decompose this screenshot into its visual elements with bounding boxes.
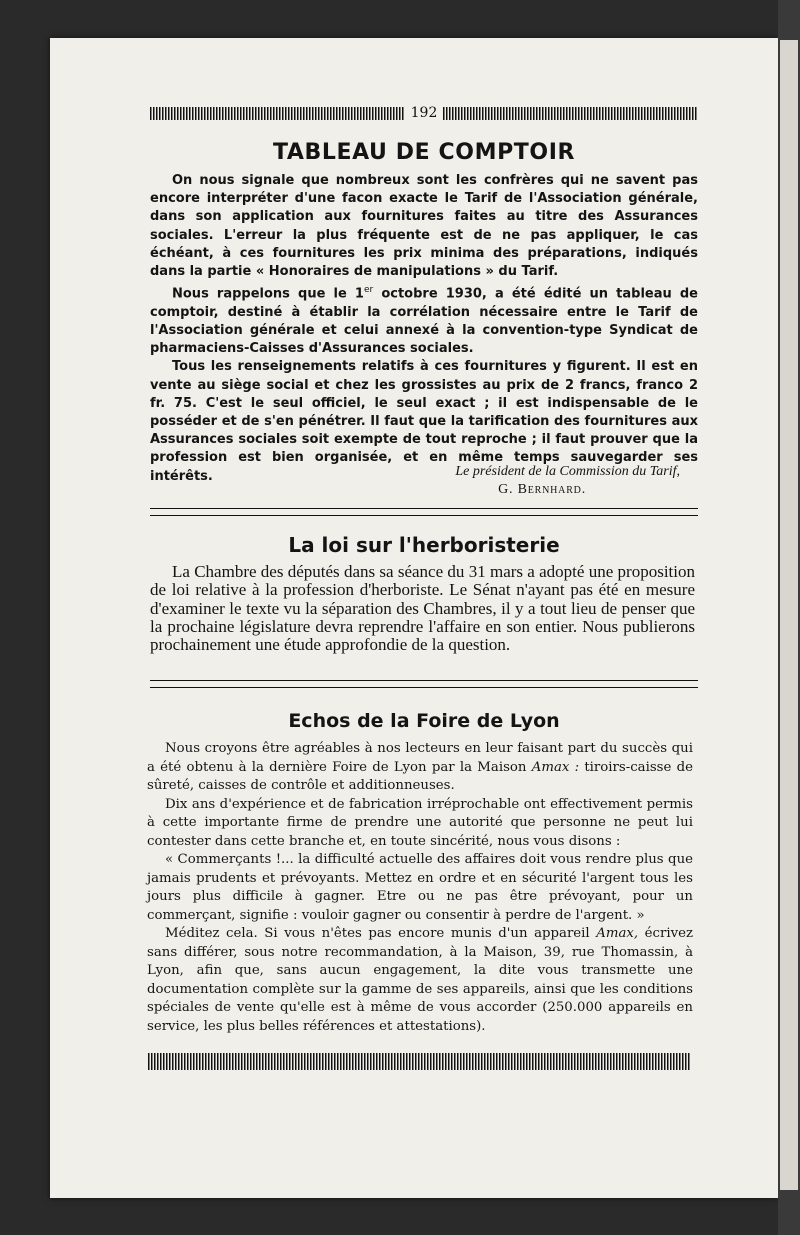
article3-paragraph-4 [147, 925, 693, 1036]
section-divider-1 [150, 508, 698, 516]
article2-paragraph: La Chambre des députés dans sa séance du 31 mars a adopté une proposition de loi relative à la profession d'herboriste. Le Sénat n'ayant pas été en mesure d'examiner le texte vu la séparation des Chambres, il y a tout lieu de penser que la prochaine législature devra reprendre l'affaire en son entier. Nous publierons prochainement une étude approfondie de la question. [150, 562, 695, 655]
page-header [150, 106, 698, 120]
next-page-sliver [780, 40, 798, 1190]
article3-body [147, 740, 693, 1036]
article3-p4-end: écrivez sans différer, sous notre recommandation, à la Maison, 39, rue Thomassin, à Lyon, afin que, sans aucun engagement, la dite vous transmette une documentation complète sur la gamme de ses appareils, ainsi que les conditions spéciales de vente qu'elle est à même de vous accorder (250.000 appareils en service, les plus belles références et attestations). [147, 926, 693, 1034]
article3-p1-end: tiroirs-caisse de sûreté, caisses de contrôle et additionneuses. [147, 759, 693, 793]
article1-body [150, 172, 698, 486]
signature-initial: G. [498, 482, 518, 497]
article3-title: Echos de la Foire de Lyon [288, 710, 560, 732]
article3-paragraph-1 [147, 740, 693, 796]
article1-p2-sup: er [363, 285, 374, 296]
section-divider-2 [150, 680, 698, 688]
signature-name: Bernhard. [517, 482, 586, 497]
header-ornament-left [150, 107, 405, 120]
article3-p4-start: Méditez cela. Si vous n'êtes pas encore munis d'un appareil [165, 926, 597, 941]
signature-role: Le président de la Commission du Tarif, [455, 464, 680, 479]
article3-p1-brand: Amax : [531, 759, 580, 775]
article1-paragraph-1: On nous signale que nombreux sont les confrères qui ne savent pas encore interpréter d'une facon exacte le Tarif de l'Association générale, dans son application aux fournitures faites au titre des Assurances sociales. L'erreur la plus fréquente est de ne pas appliquer, le cas échéant, à ces fournitures les prix minima des préparations, indiqués dans la partie « Honoraires de manipulations » du Tarif. [150, 173, 698, 280]
article3-paragraph-3: « Commerçants !... la difficulté actuelle des affaires doit vous rendre plus que jamais prudents et prévoyants. Mettez en ordre et en sécurité l'argent tous les jours plus difficile à gagner. Etre ou ne pas être prévoyant, pour un commerçant, signifie : vouloir gagner ou consentir à perdre de l'argent. » [147, 852, 693, 923]
article1-paragraph-2 [150, 281, 698, 358]
article1-title: TABLEAU DE COMPTOIR [272, 140, 576, 165]
article3-p1-start: Nous croyons être agréables à nos lecteurs en leur faisant part du succès qui a été obtenu à la dernière Foire de Lyon par la Maison [147, 741, 693, 775]
article2-body [150, 563, 695, 654]
article1-p2-end: octobre 1930, a été édité un tableau de comptoir, destiné à établir la corrélation nécessaire entre le Tarif de l'Association générale et celui annexé à la convention-type Syndicat de pharmaciens-Caisses d'Assurances sociales. [150, 286, 698, 357]
next-page-edge [778, 0, 800, 1235]
article1-p2-start: Nous rappelons que le 1 [172, 286, 364, 302]
page-footer-ornament [148, 1053, 690, 1070]
header-ornament-right [443, 107, 698, 120]
article1-paragraph-3: Tous les renseignements relatifs à ces fournitures y figurent. Il est en vente au siège social et chez les grossistes au prix de 2 francs, franco 2 fr. 75. C'est le seul officiel, le seul exact ; il est indispensable de le posséder et de s'en pénétrer. Il faut que la tarification des fournitures aux Assurances sociales soit exempte de tout reproche ; il faut prouver que la profession est bien organisée, et en même temps sauvegarder ses intérêts. [150, 359, 698, 484]
article3-p4-brand: Amax, [596, 926, 639, 941]
article3-paragraph-2: Dix ans d'expérience et de fabrication irréprochable ont effectivement permis à cette importante firme de prendre une autorité que personne ne peut lui contester dans cette branche et, en toute sincérité, nous vous disons : [147, 796, 693, 849]
article2-title: La loi sur l'herboristerie [288, 533, 560, 557]
signature-name-line [150, 481, 680, 499]
page-number: 192 [410, 105, 438, 121]
article1-signature [150, 463, 680, 499]
